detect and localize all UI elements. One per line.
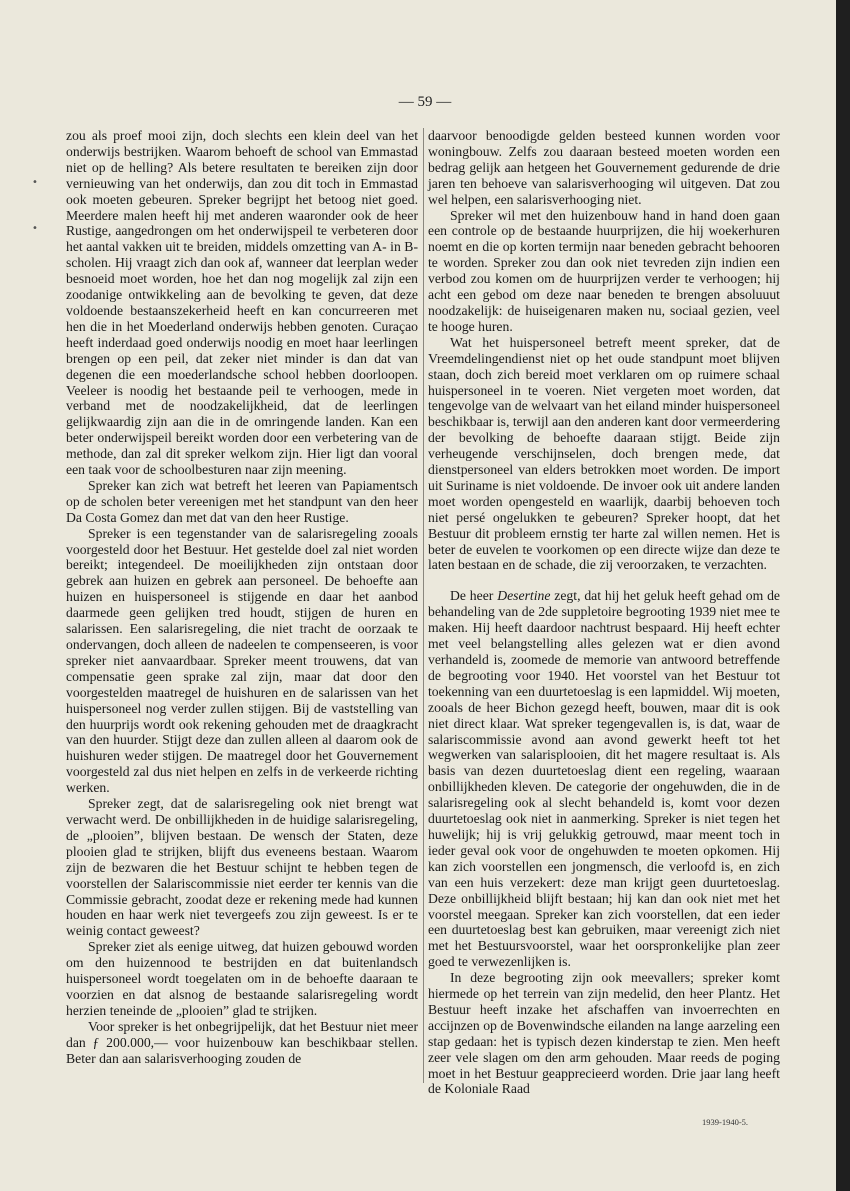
paragraph: Voor spreker is het onbegrijpelijk, dat het Bestuur niet meer dan ƒ 200.000,— voor huizenbouw kan beschikbaar stellen. Beter dan aan salarisverhooging zouden de (66, 1018, 418, 1066)
page-number: — 59 — (398, 94, 452, 110)
paragraph: Spreker zegt, dat de salarisregeling ook niet brengt wat verwacht werd. De onbillijkheden in de huidige salarisregeling, de „plooien”, blijven bestaan. De wensch der Staten, deze plooien glad te strijken, blijft dus eveneens bestaan. Waarom zijn de bezwaren die het Bestuur schijnt te hebben tegen de voorstellen der Salariscommissie niet eerder ter kennis van die Commissie gebracht, zoodat deze er rekening mede had kunnen houden en haar werk niet tevergeefs zou zijn geweest. Is er te weinig contact geweest? (66, 796, 418, 939)
paragraph: Spreker ziet als eenige uitweg, dat huizen gebouwd worden om den huizennood te bestrijden en dat buitenlandsch huispersoneel wordt toegelaten om in de behoefte daaraan te voorzien en dat alsnog de bestaande salarisregeling wordt herzien teneinde de „plooien” glad te strijken. (66, 939, 418, 1018)
column-divider (423, 128, 424, 1083)
paragraph: daarvoor benoodigde gelden besteed kunnen worden voor woningbouw. Zelfs zou daaraan besteed moeten worden een bedrag gelijk aan hetgeen het Gouvernement gedurende de drie jaren ten behoeve van salarisverhooging wil uitgeven. Dat zou wel helpen, een salarisverhooging niet. (428, 128, 780, 207)
footer-code: 1939-1940-5. (702, 1117, 749, 1127)
paragraph-body: zegt, dat hij het geluk heeft gehad om de behandeling van de 2de suppletoire begrooting 1939 niet mee te maken. Hij heeft daardoor nachtrust bespaard. Hij heeft echter met veel belangstelling alles gelezen wat er dien avond verhandeld is, zoomede de memorie van antwoord betreffende de begrooting voor 1940. Het voorstel van het Bestuur tot toekenning van een duurtetoeslag is een lapmiddel. Wij moeten, zooals de heer Bichon gezegd heeft, bouwen, maar dit is ook niet direct klaar. Wat spreker tegengevallen is, is dat, waar de salariscommissie avond aan avond gewerkt heeft tot het wegwerken van salarisplooien, dit het magere resultaat is. Als basis van dezen duurtetoeslag dient een regeling, waaraan onbillijkheden kleven. De categorie der ongehuwden, die in de salarisregeling ook al slecht behandeld is, komt voor dezen duurtetoeslag ook niet in aanmerking. Spreker is niet tegen het huwelijk; hij is vrij gelukkig getrouwd, maar meent toch in ieder geval ook voor de ongehuwden te moeten opkomen. Hij kan zich voorstellen een jongmensch, die verloofd is, en zich van een huis verzekert: deze man krijgt geen duurtetoeslag. Deze onbillijkheid blijft bestaan; hij kan dan ook niet met het voorstel meegaan. Spreker kan zich voorstellen, dat een ieder een duurtetoeslag best kan gebruiken, maar vereenigt zich niet met het Bestuursvoorstel, waar het oorspronkelijke plan zeer goed te verwezenlijken is. (428, 588, 780, 970)
paragraph: Spreker kan zich wat betreft het leeren van Papiamentsch op de scholen beter vereenigen met het standpunt van den heer Da Costa Gomez dan met dat van den heer Rustige. (66, 477, 418, 525)
paragraph: Wat het huispersoneel betreft meent spreker, dat de Vreemdelingendienst niet op het oude standpunt moet blijven staan, doch zich bereid moet verklaren om op ruimere schaal huispersoneel in te voeren. Niet vergeten moet worden, dat tengevolge van de welvaart van het eiland minder huispersoneel beschikbaar is, terwijl aan den anderen kant door vermeerdering der bevolking de behoefte daaraan stijgt. Beide zijn verheugende verschijnselen, doch brengen mede, dat dienstpersoneel van elders betrokken moet worden. De import uit Suriname is niet voldoende. De invoer ook uit andere landen moet worden opengesteld en waarlijk, daarbij behoeven toch niet persé ongelukken te gebeuren? Spreker hoopt, dat het Bestuur dit probleem ernstig ter harte zal willen nemen. Het is beter de euvelen te voorkomen op een directe wijze dan deze te laten bestaan en de schade, die zij veroorzaken, te verzachten. (428, 334, 780, 573)
scan-edge (836, 0, 850, 1191)
paragraph: Spreker is een tegenstander van de salarisregeling zooals voorgesteld door het Bestuur. Het gestelde doel zal niet worden bereikt; integendeel. De moeilijkheden zijn ontstaan door gebrek aan huizen en gebrek aan personeel. De behoefte aan huizen en huispersoneel is stijgende en daar het aanbod daarmede geen gelijken tred houdt, stijgen de huren en salarissen. Een salarisregeling, die niet tracht de oorzaak te ondervangen, doch alleen de nadeelen te compenseeren, is voor spreker niet aanvaardbaar. Spreker meent trouwens, dat van compensatie geen sprake zal zijn, maar dat door den voorgestelden maatregel de huishuren en de salarissen van het huispersoneel nog verder zullen stijgen. Bij de vaststelling van den huurprijs wordt ook rekening gehouden met de draagkracht van den huurder. Stijgt deze dan zullen alleen al daarom ook de huishuren weder stijgen. De maatregel door het Gouvernement voorgesteld zal dus niet helpen en zelfs in de verkeerde richting werken. (66, 525, 418, 796)
paragraph: In deze begrooting zijn ook meevallers; spreker komt hiermede op het terrein van zijn medelid, den heer Plantz. Het Bestuur heeft inzake het afschaffen van invoerrechten en accijnzen op de Bovenwindsche eilanden na lange aarzeling een stap gedaan: het is typisch dezen kinderstap te zien. Men heeft zeer vele slagen om den arm gehouden. Maar reeds de poging moet in het Bestuur geapprecieerd worden. Drie jaar lang heeft de Koloniale Raad (428, 970, 780, 1097)
paragraph (428, 588, 780, 970)
speaker-name: Desertine (497, 588, 551, 604)
paragraph: zou als proef mooi zijn, doch slechts een klein deel van het onderwijs bestrijken. Waarom behoeft de school van Emmastad niet op de helling? Als betere resultaten te bereiken zijn door vernieuwing van het onderwijs, dan zou dit toch in Emmastad ook moeten gebeuren. Spreker begrijpt het betoog niet goed. Meerdere malen heeft hij met anderen waaronder ook de heer Rustige, aangedrongen om het onderwijspeil te verbeteren door het aantal vakken uit te breiden, middels omzetting van A- in B-scholen. Hij vraagt zich dan ook af, wanneer dat leerplan weder besnoeid moet worden, hoe het dan nog mogelijk zal zijn een zoodanige ontwikkeling aan de bevolking te geven, dat deze voldoende bestaanszekerheid heeft en kan concurreeren met hen die in het Moederland onderwijs hebben genoten. Curaçao heeft inderdaad goed onderwijs noodig en moet haar leerlingen brengen op een peil, dat zeker niet minder is dan dat van degenen die een moederlandsche school hebben doorloopen. Veeleer is noodig het bestaande peil te verhoogen, mede in verband met de noodzakelijkheid, dat de leerlingen gelijkwaardig zijn aan die in de omringende landen. Kan een beter onderwijspeil bereikt worden door een verbetering van de methode, dan zal dit spreker welkom zijn. Hier ligt dan vooral een taak voor de schoolbesturen naar zijn meening. (66, 128, 418, 478)
paragraph-lead: De heer (450, 588, 498, 604)
left-column (66, 128, 418, 1066)
right-column (428, 128, 780, 1097)
margin-dot: • (32, 177, 38, 188)
paragraph: Spreker wil met den huizenbouw hand in hand doen gaan een controle op de bestaande huurprijzen, die hij woekerhuren noemt en die op korten termijn naar beneden gebracht behooren te worden. Spreker zou dan ook niet tevreden zijn indien een verbod zou komen om de huurprijzen verder te verhoogen; hij acht een gebod om deze naar beneden te brengen absoluuut noodzakelijk: de huiseigenaren maken nu, sociaal gezien, veel te hooge huren. (428, 207, 780, 334)
margin-dot: • (32, 223, 38, 234)
